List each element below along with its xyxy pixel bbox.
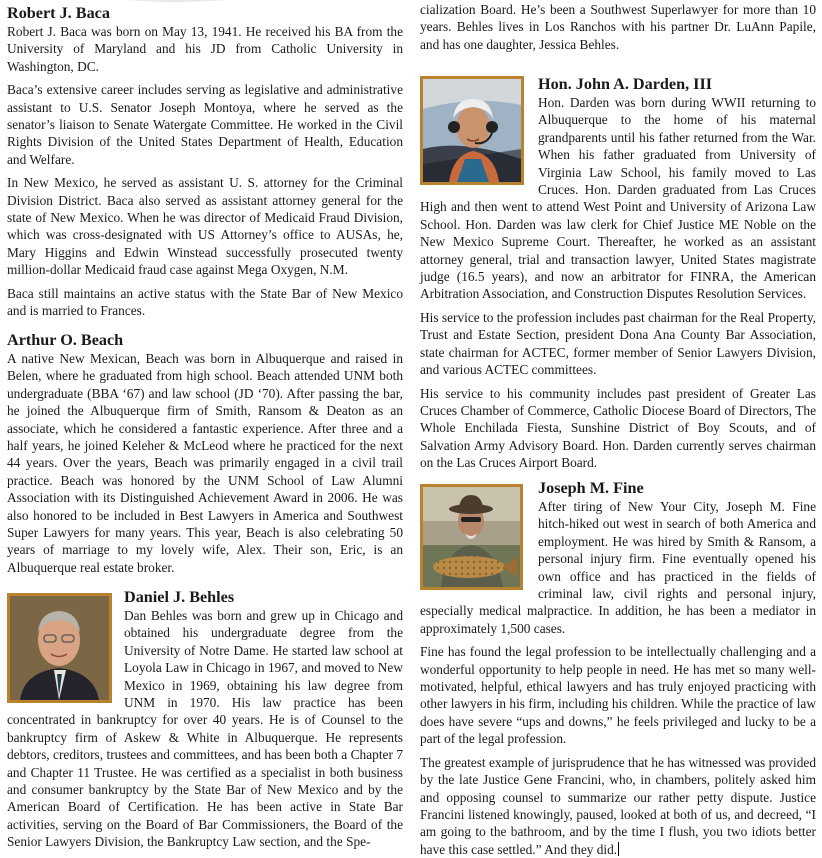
photo-wrap-spacer xyxy=(420,94,538,188)
bio-name: Joseph M. Fine xyxy=(538,479,644,497)
bio-paragraph: His service to the profession includes past chairman for the Real Property, Trust and Estate Section, president Dona Ana County Bar Association, state chairman for ACTEC, former member of Senior Lawyers Division, and various ACTEC committees. xyxy=(420,309,816,378)
bio-paragraph: Dan Behles was born and grew up in Chicago and obtained his undergraduate degree from the University of Notre Dame. He started law school at Loyola Law in Chicago in 1967, and moved to New Mexico in 1969, obtaining his law degree from UNM in 1970. His law practice has been concentrated in bankruptcy for over 40 years. He is of Counsel to the bankruptcy firm of Askew & White in Albuquerque. He represents debtors, creditors, trustees and committees, and has been both a Chapter 7 and Chapter 11 Trustee. He was certified as a specialist in both business and consumer bankruptcy by the State Bar of New Mexico and by the American Board of Certification. He has been active in State Bar activities, serving on the Board of Bar Commissioners, the Board of the Senior Lawyers Division, the Bankruptcy Law section, and the Spe- xyxy=(7,608,403,850)
bio-paragraph: Hon. Darden was born during WWII returning to Albuquerque to the home of his maternal grandparents until his father returned from the War. When his father graduated from University of Virginia Law School, his family moved to Las Cruces. Hon. Darden graduated from Las Cruces High and then went to attend West Point and University of Arizona Law School. Hon. Darden was law clerk for Chief Justice ME Noble on the New Mexico Supreme Court. Thereafter, he worked as an assistant attorney general, trial and transaction lawyer, United States magistrate judge (16.5 years), and now an arbitrator for FINRA, the American Arbitration Association, and Construction Disputes Resolution Services. xyxy=(420,95,816,302)
top-shadow xyxy=(100,0,250,2)
bio-darden xyxy=(420,74,816,472)
bio-paragraph: cialization Board. He’s been a Southwest Superlawyer for more than 10 years. Behles lives in Los Ranchos with his partner Dr. LuAnn Papile, and has one daughter, Jessica Behles. xyxy=(420,2,816,52)
bio-name: Daniel J. Behles xyxy=(124,588,235,606)
bio-paragraph: In New Mexico, he served as assistant U. S. attorney for the Criminal Division District. Baca also served as assistant attorney general for the state of New Mexico. When he was director of Medicaid Fraud Division, which was cross-designated with US Attorney’s office to AUSAs, he, Mary Higgins and Edwin Winstead successfully prosecuted twenty million-dollar Medicaid fraud case against Mega Oxygen, N.M. xyxy=(7,175,403,278)
bio-paragraph: Baca still maintains an active status with the State Bar of New Mexico and is married to Frances. xyxy=(7,285,403,319)
bio-paragraph: His service to his community includes past president of Greater Las Cruces Chamber of Commerce, Catholic Diocese Board of Directors, The Whole Enchilada Fiesta, Sunshine District of Boy Scouts, and of Salvation Army Advisory Board. Hon. Darden currently serves chairman on the Las Cruces Airport Board. xyxy=(420,385,816,471)
photo-wrap-spacer xyxy=(420,498,538,588)
bio-paragraph xyxy=(420,754,816,858)
photo-wrap-spacer xyxy=(7,607,124,707)
bio-paragraph-text: The greatest example of jurisprudence that he has witnessed was provided by the late Justice Gene Francini, who, in chambers, politely asked him and opposing counsel to summarize our rather petty dispute. Justice Francini listened knowingly, paused, looked at both of us, and decreed, “I am going to the bathroom, and by the time I flush, you two idiots better have this case settled.” And they did. xyxy=(420,754,816,857)
bio-paragraph: Fine has found the legal profession to be intellectually challenging and a wonderful opportunity to help people in need. He has met so many well-motivated, helpful, ethical lawyers and has truly enjoyed practicing with other lawyers in his firm, including his children. While the practice of law does have severe “ups and downs,” he feels privileged and lucky to be a part of the legal profession. xyxy=(420,644,816,747)
bio-name: Arthur O. Beach xyxy=(7,331,124,349)
bio-paragraph: A native New Mexican, Beach was born in Albuquerque and raised in Belen, where he graduated from high school. Beach attended UNM both undergraduate (BBA ‘67) and law school (JD ‘70). After passing the bar, he joined the Albuquerque firm of Smith, Ransom & Deaton as an associate, which he considered a fantastic experience. After three and a half years, he joined Keleher & McLeod where he practiced for the next 44 years. Over the years, Beach was primarily engaged in a civil trail practice. Beach was honored by the UNM School of Law Alumni Association with its Distinguished Achievement Award in 2006. He was also honored to be included in Best Lawyers in America and Southwest Super Lawyers for many years. This year, Beach is also celebrating 50 years of marriage to my lovely wife, Alex. Their son, Eric, is an Albuquerque real estate broker. xyxy=(7,351,403,575)
text-cursor xyxy=(618,842,619,856)
bio-paragraph: Robert J. Baca was born on May 13, 1941. He received his BA from the University of Maryland and his JD from Catholic University in Washington, DC. xyxy=(7,24,403,74)
bio-behles xyxy=(7,587,403,851)
bio-name: Robert J. Baca xyxy=(7,4,110,22)
bio-name: Hon. John A. Darden, III xyxy=(538,75,713,93)
bio-beach xyxy=(7,330,403,576)
bio-paragraph: Baca’s extensive career includes serving as legislative and administrative assistant to U.S. Senator Joseph Montoya, where he served as the senator’s liaison to Senate Watergate Committee. He worked in the Civil Rights Division of the United States Department of Health, Education and Welfare. xyxy=(7,82,403,167)
bio-behles-continued xyxy=(420,1,816,53)
bio-fine xyxy=(420,478,816,858)
bio-baca xyxy=(7,3,403,320)
bio-paragraph: After tiring of New Your City, Joseph M. Fine hitch-hiked out west in search of both America and employment. He was hired by Smith & Ransom, a personal injury firm. Fine eventually opened his own office and has practiced in the fields of criminal law, civil rights and personal injury, especially medical malpractice. In addition, he has been a mediator in approximately 1,500 cases. xyxy=(420,499,816,636)
